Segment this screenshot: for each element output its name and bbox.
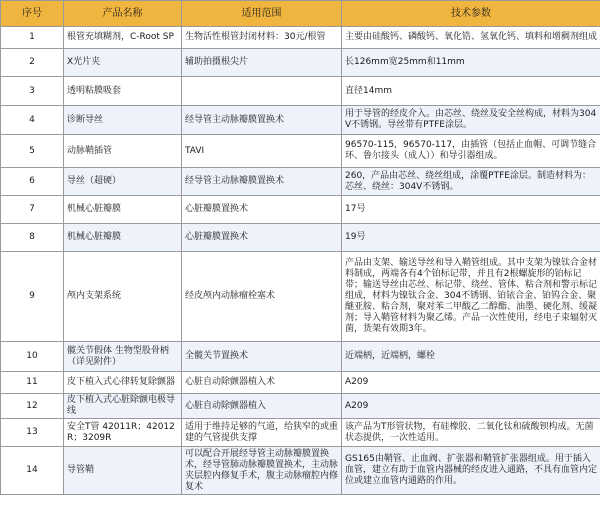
row-scope: 辅助拍摄根尖片	[182, 49, 342, 77]
table-row	[1, 394, 600, 419]
row-params: GS165由鞘管、止血阀、扩张器和鞘管扩张器组成。用于插入血管，建立有助于血管内器械的经皮进入通路，不具有血管内定位或建立血管内通路的作用。	[342, 447, 600, 495]
row-name: 安全T管 42011R；42012R；3209R	[64, 419, 182, 447]
row-params: 19号	[342, 224, 600, 252]
row-name: 透明粘膜吸套	[64, 77, 182, 106]
row-scope: 可以配合开展经导管主动脉瓣膜置换术，经导管肺动脉瓣膜置换术，主动脉夹层腔内修复手术，腹主动脉瘤腔内修复术	[182, 447, 342, 495]
row-scope: TAVI	[182, 135, 342, 168]
row-scope: 适用于维持足够的气道，给狭窄的或重建的气管提供支撑	[182, 419, 342, 447]
table-row	[1, 168, 600, 196]
header-no: 序号	[1, 1, 64, 27]
row-name: 诊断导丝	[64, 106, 182, 135]
row-params: 长126mm宽25mm和11mm	[342, 49, 600, 77]
row-no: 11	[1, 372, 64, 394]
header-row	[1, 1, 600, 27]
table-row	[1, 135, 600, 168]
row-name: 导管鞘	[64, 447, 182, 495]
header-params: 技术参数	[342, 1, 600, 27]
row-name: 颅内支架系统	[64, 252, 182, 342]
row-no: 9	[1, 252, 64, 342]
row-name: 动脉鞘插管	[64, 135, 182, 168]
row-scope: 经皮颅内动脉瘤栓塞术	[182, 252, 342, 342]
table-row	[1, 77, 600, 106]
table-row	[1, 342, 600, 372]
row-no: 5	[1, 135, 64, 168]
row-params: 用于导管的经皮介入。由芯丝、绕丝及安全丝构成，材料为304V不锈钢。导丝带有PTFE涂层。	[342, 106, 600, 135]
table-row	[1, 49, 600, 77]
row-scope: 心脏瓣膜置换术	[182, 196, 342, 224]
row-scope: 经导管主动脉瓣膜置换术	[182, 168, 342, 196]
row-name: 根管充填糊剂，C-Root SP	[64, 27, 182, 49]
table-row	[1, 224, 600, 252]
table-row	[1, 252, 600, 342]
table-row	[1, 106, 600, 135]
row-params: A209	[342, 372, 600, 394]
row-params: 直径14mm	[342, 77, 600, 106]
row-params: 260，产品由芯丝、绕丝组成，涂覆PTFE涂层。制造材料为：芯丝、绕丝：304V不锈钢。	[342, 168, 600, 196]
row-scope: 心脏瓣膜置换术	[182, 224, 342, 252]
row-params: 96570-115，96570-117，由插管（包括止血帽、可调节缝合环、鲁尔接头（成人））和导引器组成。	[342, 135, 600, 168]
row-scope: 生物活性根管封闭材料：30元/根管	[182, 27, 342, 49]
header-product-name: 产品名称	[64, 1, 182, 27]
row-params: A209	[342, 394, 600, 419]
row-name: 髋关节假体 生物型股骨柄（详见附件）	[64, 342, 182, 372]
row-scope: 全髋关节置换术	[182, 342, 342, 372]
row-no: 13	[1, 419, 64, 447]
row-no: 1	[1, 27, 64, 49]
row-no: 3	[1, 77, 64, 106]
header-scope: 适用范围	[182, 1, 342, 27]
table-row	[1, 419, 600, 447]
row-scope: 心脏自动除颤器植入	[182, 394, 342, 419]
row-no: 2	[1, 49, 64, 77]
row-name: 机械心脏瓣膜	[64, 196, 182, 224]
table-row	[1, 372, 600, 394]
row-no: 7	[1, 196, 64, 224]
row-params: 近端柄，近端柄，螺栓	[342, 342, 600, 372]
row-scope: 心脏自动除颤器植入术	[182, 372, 342, 394]
row-no: 12	[1, 394, 64, 419]
table-row	[1, 196, 600, 224]
row-params: 产品由支架、输送导丝和导入鞘管组成。其中支架为镍钛合金材料制成，两端各有4个铂标记带，并且有2根螺旋形的铂标记带；输送导丝由芯丝、标记带、绕丝、管体、粘合剂和警示标记组成，材料为镍钛合金、304不锈钢、铂铱合金、铂钨合金、聚醚亚胺、粘合剂，聚对苯二甲酸乙二醇酯、油墨、硬化剂、缓凝剂；导入鞘管材料为聚乙烯。产品一次性使用，经电子束辐射灭菌，货架有效期3年。	[342, 252, 600, 342]
row-no: 14	[1, 447, 64, 495]
row-no: 4	[1, 106, 64, 135]
row-scope: 经导管主动脉瓣膜置换术	[182, 106, 342, 135]
row-name: X光片夹	[64, 49, 182, 77]
table-row	[1, 447, 600, 495]
row-name: 导丝（超硬）	[64, 168, 182, 196]
row-params: 17号	[342, 196, 600, 224]
table-row	[1, 27, 600, 49]
row-name: 皮下植入式心脏除颤电极导线	[64, 394, 182, 419]
row-name: 机械心脏瓣膜	[64, 224, 182, 252]
row-name: 皮下植入式心律转复除颤器	[64, 372, 182, 394]
row-scope	[182, 77, 342, 106]
row-params: 主要由硅酸钙、磷酸钙、氧化锆、氢氧化钙、填料和增稠剂组成	[342, 27, 600, 49]
row-params: 该产品为T形管状物，有硅橡胶、二氧化钛和硫酸钡构成。无菌状态提供，一次性适用。	[342, 419, 600, 447]
row-no: 8	[1, 224, 64, 252]
row-no: 10	[1, 342, 64, 372]
row-no: 6	[1, 168, 64, 196]
